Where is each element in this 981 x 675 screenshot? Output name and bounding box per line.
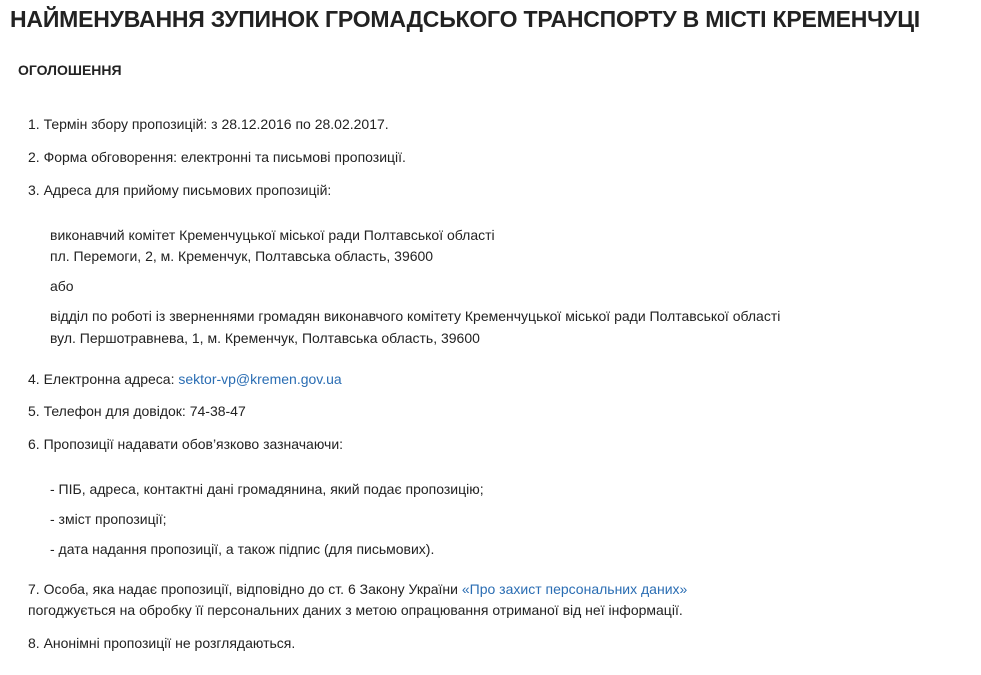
item-personal-data-consent (28, 579, 687, 599)
announcement-heading: ОГОЛОШЕННЯ (18, 62, 122, 78)
item-discussion-form: 2. Форма обговорення: електронні та письмові пропозиції. (28, 149, 406, 165)
item-phone: 5. Телефон для довідок: 74-38-47 (28, 403, 246, 419)
item-email (28, 369, 342, 389)
required-info-bullet-date: - дата надання пропозиції, а також підпис (для письмових). (50, 541, 435, 557)
personal-data-law-link[interactable]: «Про захист персональних даних» (461, 581, 688, 597)
item-required-info-heading: 6. Пропозиції надавати обов’язково зазначаючи: (28, 436, 344, 452)
address-2-line-2: вул. Першотравнева, 1, м. Кременчук, Полтавська область, 39600 (50, 330, 480, 346)
personal-data-consent-line-2: погоджується на обробку її персональних даних з метою опрацювання отриманої від неї інформації. (28, 602, 683, 618)
email-link[interactable]: sektor-vp@kremen.gov.ua (178, 371, 342, 387)
required-info-bullet-name: - ПІБ, адреса, контактні дані громадянина, який подає пропозицію; (50, 481, 484, 497)
item-anonymous-proposals: 8. Анонімні пропозиції не розглядаються. (28, 635, 296, 651)
address-1-line-1: виконавчий комітет Кременчуцької міської ради Полтавської області (50, 227, 495, 243)
address-2-line-1: відділ по роботі із зверненнями громадян виконавчого комітету Кременчуцької міської ради Полтавської області (50, 308, 781, 324)
required-info-bullet-content: - зміст пропозиції; (50, 511, 167, 527)
item-email-label: 4. Електронна адреса: (28, 371, 179, 387)
personal-data-text: 7. Особа, яка надає пропозиції, відповідно до ст. 6 Закону України (28, 581, 462, 597)
address-1-line-2: пл. Перемоги, 2, м. Кременчук, Полтавська область, 39600 (50, 248, 434, 264)
item-collection-period: 1. Термін збору пропозицій: з 28.12.2016 по 28.02.2017. (28, 116, 389, 132)
item-postal-address-heading: 3. Адреса для прийому письмових пропозицій: (28, 182, 332, 198)
page-title: НАЙМЕНУВАННЯ ЗУПИНОК ГРОМАДСЬКОГО ТРАНСПОРТУ В МІСТІ КРЕМЕНЧУЦІ (10, 6, 920, 32)
or-separator: або (50, 278, 74, 294)
